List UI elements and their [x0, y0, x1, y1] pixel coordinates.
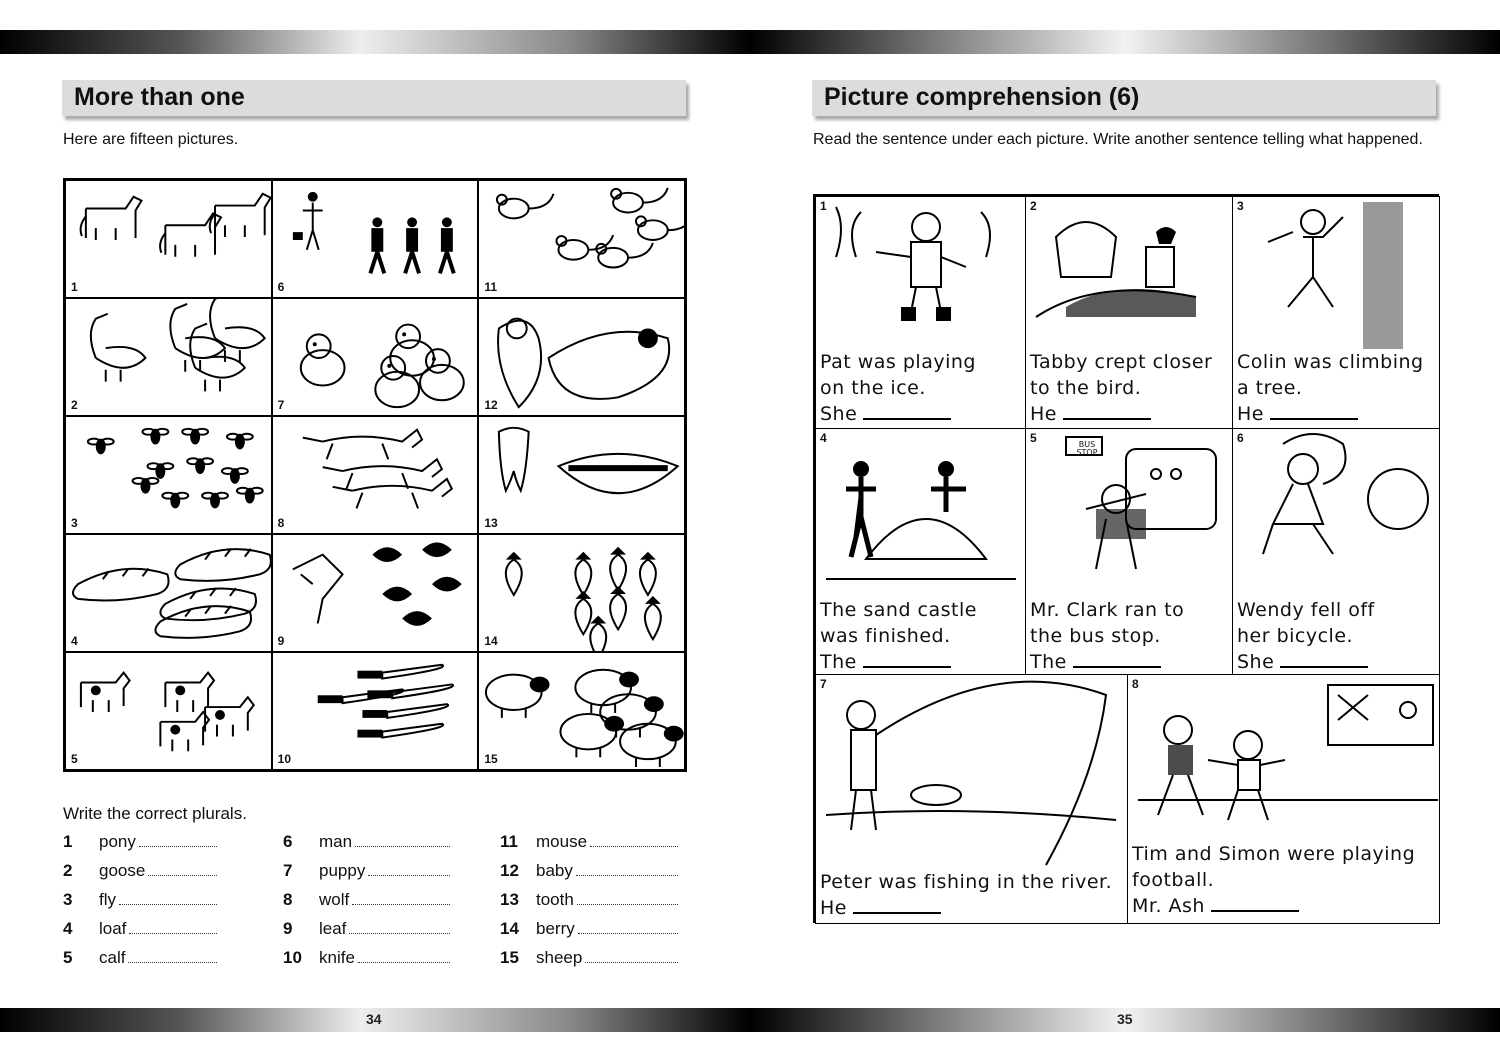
sentence-line: Tabby crept closer — [1030, 351, 1213, 373]
sentence-line: Pat was playing — [820, 351, 976, 373]
answer-line[interactable] — [1211, 896, 1299, 912]
plural-number: 4 — [63, 919, 73, 938]
answer-line[interactable] — [577, 890, 678, 905]
teeth-illustration — [479, 417, 684, 533]
answer-line[interactable] — [148, 861, 217, 876]
picture-number: 8 — [277, 516, 285, 530]
picture-cell-7 — [272, 298, 479, 416]
singular-word: fly — [99, 890, 116, 909]
plural-row-1 — [63, 832, 217, 861]
panel-caption — [1132, 841, 1415, 919]
left-intro: Here are fifteen pictures. — [63, 131, 239, 148]
comprehension-panel-4 — [815, 428, 1027, 676]
picture-cell-3 — [65, 416, 272, 534]
answer-prompt[interactable] — [1237, 649, 1375, 675]
singular-word: wolf — [319, 890, 350, 909]
plural-number: 10 — [283, 948, 302, 967]
plural-number: 12 — [500, 861, 519, 880]
sentence-line: The sand castle — [820, 599, 977, 621]
plural-row-3 — [63, 890, 217, 919]
answer-prompt[interactable] — [1030, 401, 1212, 427]
singular-word: loaf — [99, 919, 127, 938]
prompt-word: She — [820, 403, 858, 425]
panel-caption — [1237, 597, 1375, 675]
panel-caption — [820, 597, 977, 675]
scene-illustration — [816, 429, 1026, 597]
mice-illustration — [479, 181, 684, 297]
scene-illustration — [1233, 197, 1439, 349]
panel-number: 1 — [820, 199, 827, 213]
prompt-word: Mr. Ash — [1132, 895, 1205, 917]
plurals-instruction: Write the correct plurals. — [63, 804, 247, 823]
geese-illustration — [66, 299, 271, 415]
top-decorative-bar — [0, 30, 1500, 54]
picture-number: 5 — [71, 752, 78, 766]
page-number-left: 34 — [366, 1011, 382, 1027]
panel-caption — [1237, 349, 1424, 427]
plural-number: 1 — [63, 832, 73, 851]
picture-number: 1 — [71, 280, 78, 294]
picture-cell-13 — [478, 416, 685, 534]
panel-number: 2 — [1030, 199, 1037, 213]
answer-prompt[interactable] — [820, 401, 976, 427]
answer-line[interactable] — [119, 890, 217, 905]
left-title-box — [62, 80, 686, 116]
plural-row-7 — [283, 861, 450, 890]
picture-grid — [63, 178, 687, 772]
leaves-illustration — [273, 535, 478, 651]
comprehension-panel-5 — [1025, 428, 1234, 676]
answer-prompt[interactable] — [1030, 649, 1184, 675]
sentence-line: football. — [1132, 869, 1215, 891]
plurals-column-2 — [283, 832, 450, 977]
bus-stop-sign: BUS STOP — [1076, 440, 1098, 457]
sentence-line: the bus stop. — [1030, 625, 1161, 647]
plural-number: 11 — [500, 832, 518, 851]
picture-cell-9 — [272, 534, 479, 652]
singular-word: baby — [536, 861, 573, 880]
answer-line[interactable] — [576, 861, 678, 876]
plural-row-10 — [283, 948, 450, 977]
answer-prompt[interactable] — [1237, 401, 1424, 427]
picture-cell-15 — [478, 652, 685, 770]
answer-line[interactable] — [358, 948, 450, 963]
plural-row-2 — [63, 861, 217, 890]
plural-number: 15 — [500, 948, 519, 967]
plural-number: 5 — [63, 948, 73, 967]
answer-prompt[interactable] — [820, 895, 1112, 921]
prompt-word: She — [1237, 651, 1275, 673]
plural-number: 9 — [283, 919, 293, 938]
prompt-word: He — [1237, 403, 1264, 425]
answer-prompt[interactable] — [1132, 893, 1415, 919]
answer-line[interactable] — [128, 948, 217, 963]
picture-cell-1 — [65, 180, 272, 298]
scene-illustration — [1026, 197, 1233, 349]
panel-caption — [820, 869, 1112, 921]
singular-word: goose — [99, 861, 146, 880]
plural-row-6 — [283, 832, 450, 861]
men-illustration — [273, 181, 478, 297]
scene-illustration — [1233, 429, 1439, 597]
singular-word: tooth — [536, 890, 574, 909]
answer-line[interactable] — [863, 652, 951, 668]
sentence-line: her bicycle. — [1237, 625, 1354, 647]
scene-illustration — [816, 197, 1026, 349]
picture-number: 12 — [484, 398, 498, 412]
plural-row-14 — [500, 919, 678, 948]
right-intro: Read the sentence under each picture. Write another sentence telling what happened. — [813, 131, 1423, 148]
answer-line[interactable] — [585, 948, 678, 963]
picture-number: 13 — [484, 516, 498, 530]
scene-illustration — [1026, 429, 1233, 597]
sentence-line: Peter was fishing in the river. — [820, 871, 1113, 893]
wolves-illustration — [273, 417, 478, 533]
prompt-word: The — [1030, 651, 1067, 673]
plural-row-4 — [63, 919, 217, 948]
singular-word: leaf — [319, 919, 347, 938]
picture-number: 4 — [71, 634, 78, 648]
singular-word: puppy — [319, 861, 366, 880]
scene-illustration — [1128, 675, 1439, 841]
picture-cell-5 — [65, 652, 272, 770]
singular-word: berry — [536, 919, 575, 938]
answer-line[interactable] — [578, 919, 678, 934]
comprehension-panel-2 — [1025, 196, 1234, 430]
comprehension-panel-7 — [815, 674, 1129, 924]
sentence-line: Mr. Clark ran to — [1030, 599, 1185, 621]
panel-number: 6 — [1237, 431, 1244, 445]
comprehension-panel-1 — [815, 196, 1027, 430]
picture-number: 2 — [71, 398, 78, 412]
picture-cell-12 — [478, 298, 685, 416]
picture-number: 3 — [71, 516, 78, 530]
comprehension-panel-6 — [1232, 428, 1440, 676]
comprehension-panel-8 — [1127, 674, 1440, 924]
comprehension-panel-3 — [1232, 196, 1440, 430]
plurals-column-3 — [500, 832, 678, 977]
picture-cell-14 — [478, 534, 685, 652]
singular-word: knife — [319, 948, 355, 967]
singular-word: mouse — [536, 832, 588, 851]
answer-line[interactable] — [1063, 404, 1151, 420]
bottom-decorative-bar — [0, 1008, 1500, 1032]
answer-line[interactable] — [368, 861, 450, 876]
plural-row-15 — [500, 948, 678, 977]
picture-cell-2 — [65, 298, 272, 416]
prompt-word: He — [820, 897, 847, 919]
babies-illustration — [479, 299, 684, 415]
plural-row-8 — [283, 890, 450, 919]
answer-line[interactable] — [1280, 652, 1368, 668]
scene-illustration — [816, 675, 1128, 869]
page-title-left: More than one — [74, 83, 245, 111]
panel-number: 8 — [1132, 677, 1139, 691]
plural-row-11 — [500, 832, 678, 861]
singular-word: calf — [99, 948, 126, 967]
plural-row-5 — [63, 948, 217, 977]
panel-number: 3 — [1237, 199, 1244, 213]
plural-number: 8 — [283, 890, 293, 909]
page-title-right: Picture comprehension (6) — [824, 83, 1140, 111]
sheep-illustration — [479, 653, 684, 769]
answer-line[interactable] — [355, 832, 450, 847]
berries-illustration — [479, 535, 684, 651]
picture-cell-10 — [272, 652, 479, 770]
picture-cell-11 — [478, 180, 685, 298]
plural-row-12 — [500, 861, 678, 890]
sentence-line: was finished. — [820, 625, 951, 647]
singular-word: pony — [99, 832, 136, 851]
sentence-line: Colin was climbing — [1237, 351, 1424, 373]
right-title-box — [812, 80, 1436, 116]
sentence-line: to the bird. — [1030, 377, 1142, 399]
plural-number: 2 — [63, 861, 73, 880]
picture-number: 14 — [484, 634, 498, 648]
answer-line[interactable] — [129, 919, 217, 934]
answer-line[interactable] — [853, 898, 941, 914]
plural-row-13 — [500, 890, 678, 919]
prompt-word: He — [1030, 403, 1057, 425]
plural-number: 3 — [63, 890, 73, 909]
panel-number: 7 — [820, 677, 827, 691]
picture-number: 7 — [277, 398, 285, 412]
knives-illustration — [273, 653, 478, 769]
plural-row-9 — [283, 919, 450, 948]
calves-illustration — [66, 653, 271, 769]
singular-word: sheep — [536, 948, 583, 967]
picture-cell-6 — [272, 180, 479, 298]
answer-line[interactable] — [352, 890, 450, 905]
flies-illustration — [66, 417, 271, 533]
panel-number: 5 — [1030, 431, 1037, 445]
plurals-column-1 — [63, 832, 217, 977]
prompt-word: The — [820, 651, 857, 673]
plural-number: 6 — [283, 832, 293, 851]
loaves-illustration — [66, 535, 271, 651]
picture-number: 15 — [484, 752, 498, 766]
sentence-line: Wendy fell off — [1237, 599, 1375, 621]
picture-number: 11 — [484, 280, 498, 294]
picture-cell-4 — [65, 534, 272, 652]
panel-caption — [1030, 597, 1184, 675]
picture-number: 10 — [277, 752, 292, 766]
answer-line[interactable] — [139, 832, 217, 847]
plural-number: 14 — [500, 919, 519, 938]
answer-prompt[interactable] — [820, 649, 977, 675]
picture-cell-8 — [272, 416, 479, 534]
panel-caption — [820, 349, 976, 427]
answer-line[interactable] — [863, 404, 951, 420]
puppies-illustration — [273, 299, 478, 415]
answer-line[interactable] — [590, 832, 678, 847]
singular-word: man — [319, 832, 353, 851]
answer-line[interactable] — [349, 919, 450, 934]
picture-number: 9 — [277, 634, 285, 648]
plural-number: 7 — [283, 861, 293, 880]
picture-number: 6 — [277, 280, 285, 294]
answer-line[interactable] — [1073, 652, 1161, 668]
sentence-line: on the ice. — [820, 377, 926, 399]
sentence-line: Tim and Simon were playing — [1132, 843, 1416, 865]
plural-number: 13 — [500, 890, 519, 909]
panel-number: 4 — [820, 431, 827, 445]
panel-caption — [1030, 349, 1212, 427]
horses-illustration — [66, 181, 271, 297]
answer-line[interactable] — [1270, 404, 1358, 420]
sentence-line: a tree. — [1237, 377, 1303, 399]
page-number-right: 35 — [1117, 1011, 1133, 1027]
